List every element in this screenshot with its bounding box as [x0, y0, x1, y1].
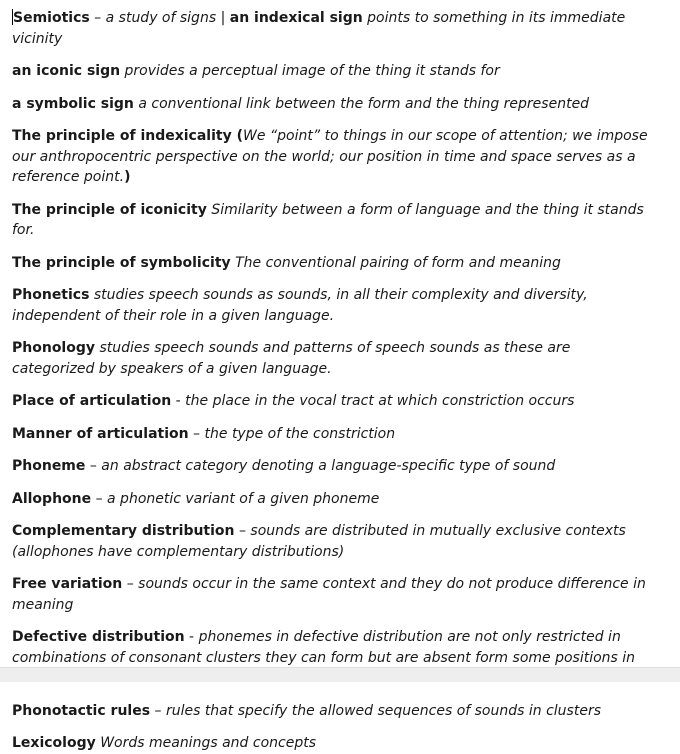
definition-text: a study of signs	[105, 10, 217, 26]
glossary-paragraph[interactable]	[12, 8, 652, 49]
separator-text: –	[85, 458, 102, 474]
document-body[interactable]	[12, 8, 680, 754]
definition-text: The conventional pairing of form and meaning	[235, 254, 561, 271]
definition-text: phonemes in defective distribution are not only restricted in combinations of consonant clusters they can form but are absent form some positions in	[12, 629, 636, 666]
separator-text: –	[91, 490, 108, 507]
definition-text: Similarity between a form of language and the thing it stands for.	[12, 201, 644, 238]
glossary-paragraph[interactable]	[12, 200, 652, 241]
term-label: Defective distribution	[12, 629, 185, 645]
term-label: Allophone	[12, 490, 92, 507]
definition-text: Words meanings and concepts	[100, 735, 316, 751]
glossary-paragraph[interactable]	[12, 489, 652, 510]
glossary-paragraph[interactable]	[12, 253, 652, 274]
term-label: Complementary distribution	[12, 523, 235, 539]
separator-text: -	[184, 629, 199, 645]
separator-text: -	[171, 393, 186, 409]
definition-text: rules that specify the allowed sequences of sounds in clusters	[165, 702, 601, 719]
glossary-paragraph[interactable]	[12, 126, 652, 188]
glossary-paragraph[interactable]	[12, 94, 652, 115]
separator-text: |	[216, 10, 230, 26]
glossary-paragraph[interactable]	[12, 61, 652, 82]
term-label: Phonology	[12, 340, 95, 356]
glossary-paragraph[interactable]	[12, 338, 652, 379]
term-label: Free variation	[12, 576, 123, 592]
term-label: )	[124, 169, 131, 185]
separator-text: –	[188, 425, 205, 442]
term-label: The principle of iconicity	[12, 201, 207, 218]
definition-text: sounds occur in the same context and they do not produce difference in meaning	[12, 576, 646, 613]
definition-text: the place in the vocal tract at which constriction occurs	[185, 393, 575, 409]
separator-text: –	[89, 10, 106, 26]
term-label: The principle of indexicality	[12, 128, 232, 144]
glossary-paragraph[interactable]	[12, 701, 652, 722]
term-label: Phonetics	[12, 287, 90, 303]
glossary-paragraph[interactable]	[12, 285, 652, 326]
term-label: Lexicology	[12, 735, 96, 751]
definition-text: sounds are distributed in mutually exclusive contexts (allophones have complementary distributions)	[12, 523, 626, 560]
term-label: Place of articulation	[12, 393, 172, 409]
term-label: an iconic sign	[12, 63, 121, 79]
glossary-paragraph[interactable]	[12, 733, 652, 754]
glossary-paragraph[interactable]	[12, 391, 652, 412]
definition-text: We “point” to things in our scope of attention; we impose our anthropocentric perspective on the world; our position in time and space serves as a reference point.	[12, 128, 648, 185]
definition-text: a phonetic variant of a given phoneme	[107, 490, 380, 507]
definition-text: an abstract category denoting a language-specific type of sound	[101, 458, 556, 474]
definition-text: the type of the constriction	[204, 425, 396, 442]
glossary-paragraph[interactable]	[12, 456, 652, 477]
term-label: an indexical sign	[229, 10, 363, 26]
term-label: a symbolic sign	[12, 95, 134, 112]
term-label: (	[231, 128, 244, 144]
glossary-paragraph[interactable]	[12, 521, 652, 562]
separator-text: –	[150, 702, 166, 719]
glossary-paragraph[interactable]	[12, 574, 652, 615]
definition-text: provides a perceptual image of the thing it stands for	[124, 63, 500, 79]
definition-text: studies speech sounds as sounds, in all their complexity and diversity, independent of their role in a given language.	[12, 287, 588, 324]
term-label: Phonotactic rules	[12, 702, 151, 719]
separator-text: –	[234, 523, 251, 539]
term-label: The principle of symbolicity	[12, 254, 231, 271]
definition-text: studies speech sounds and patterns of speech sounds as these are categorized by speakers of a given language.	[12, 340, 571, 377]
status-bar	[0, 667, 680, 682]
definition-text: points to something in its immediate vicinity	[12, 10, 626, 47]
separator-text: –	[122, 576, 139, 592]
term-label: Manner of articulation	[12, 425, 189, 442]
definition-text: a conventional link between the form and the thing represented	[138, 95, 590, 112]
glossary-paragraph[interactable]	[12, 424, 652, 445]
term-label: Semiotics	[13, 10, 90, 26]
term-label: Phoneme	[12, 458, 86, 474]
